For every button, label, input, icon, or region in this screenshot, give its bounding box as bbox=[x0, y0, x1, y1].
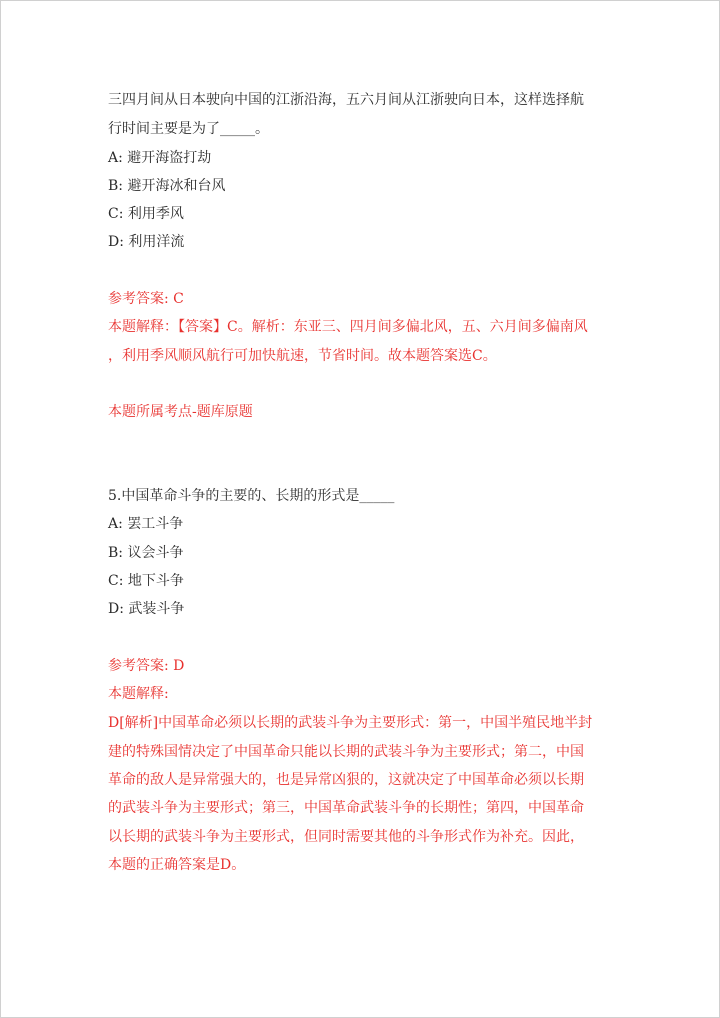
q4-explanation-line-1: 本题解释：【答案】C。解析：东亚三、四月间多偏北风，五、六月间多偏南风 bbox=[108, 319, 588, 335]
q5-answer: 参考答案: D bbox=[108, 658, 185, 674]
q5-explanation-line-5: 以长期的武装斗争为主要形式，但同时需要其他的斗争形式作为补充。因此， bbox=[108, 829, 584, 845]
q5-option-c: C: 地下斗争 bbox=[108, 573, 184, 589]
q5-explanation-line-4: 的武装斗争为主要形式；第三，中国革命武装斗争的长期性；第四，中国革命 bbox=[108, 800, 584, 816]
q4-option-d: D: 利用洋流 bbox=[108, 234, 185, 250]
q5-option-d: D: 武装斗争 bbox=[108, 601, 185, 617]
q4-option-c: C: 利用季风 bbox=[108, 206, 184, 222]
q5-stem: 5.中国革命斗争的主要的、长期的形式是_____ bbox=[108, 488, 395, 504]
q4-explanation-line-2: ，利用季风顺风航行可加快航速，节省时间。故本题答案选C。 bbox=[108, 348, 497, 364]
q5-option-b: B: 议会斗争 bbox=[108, 545, 184, 561]
q5-explanation-line-2: 建的特殊国情决定了中国革命只能以长期的武装斗争为主要形式；第二，中国 bbox=[108, 744, 584, 760]
q5-explanation-label: 本题解释: bbox=[108, 686, 169, 702]
q5-explanation-line-6: 本题的正确答案是D。 bbox=[108, 857, 246, 873]
q5-explanation-line-3: 革命的敌人是异常强大的，也是异常凶狠的，这就决定了中国革命必须以长期 bbox=[108, 772, 584, 788]
q5-explanation-line-1: D[解析]中国革命必须以长期的武装斗争为主要形式：第一，中国半殖民地半封 bbox=[108, 715, 593, 731]
q4-option-a: A: 避开海盗打劫 bbox=[108, 150, 212, 166]
q4-stem-line-1: 三四月间从日本驶向中国的江浙沿海，五六月间从江浙驶向日本，这样选择航 bbox=[108, 92, 584, 108]
q5-option-a: A: 罢工斗争 bbox=[108, 516, 184, 532]
q4-knowledge-point: 本题所属考点-题库原题 bbox=[108, 404, 253, 420]
q4-option-b: B: 避开海冰和台风 bbox=[108, 178, 226, 194]
q4-stem-line-2: 行时间主要是为了_____。 bbox=[108, 121, 269, 137]
q4-answer: 参考答案: C bbox=[108, 291, 184, 307]
